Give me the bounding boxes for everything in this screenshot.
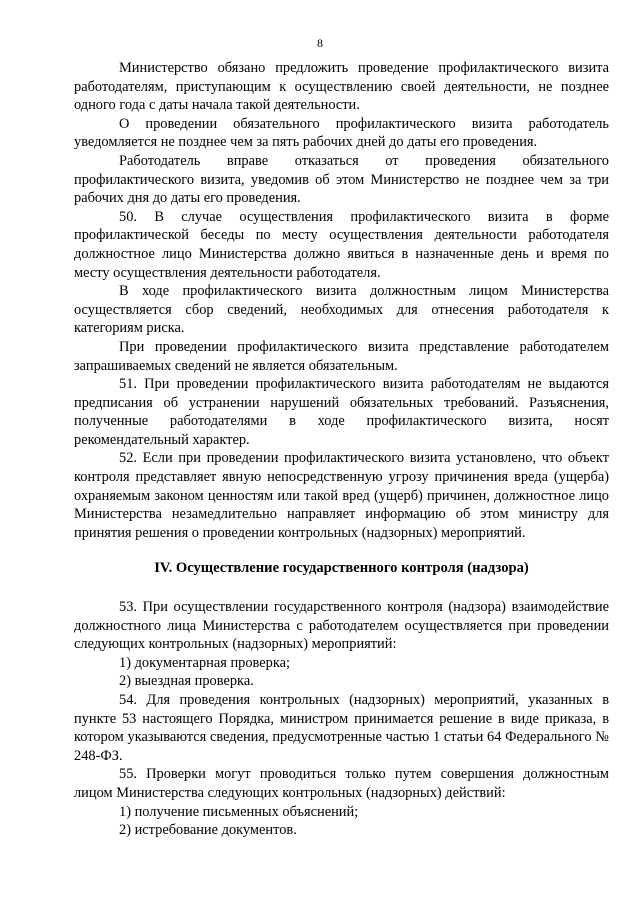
section-heading: IV. Осуществление государственного контроля (надзора) <box>154 560 529 577</box>
list-item: 2) истребование документов. <box>119 822 297 839</box>
paragraph: О проведении обязательного профилактического визита работодатель уведомляется не позднее чем за пять рабочих дней до даты его проведения. <box>74 115 609 151</box>
page-number: 8 <box>317 36 323 50</box>
paragraph: 55. Проверки могут проводиться только путем совершения должностным лицом Министерства следующих контрольных (надзорных) действий: <box>74 766 609 801</box>
paragraph: 52. Если при проведении профилактического визита установлено, что объект контроля представляет явную непосредственную угрозу причинения вреда (ущерба) охраняемым законом ценностям или такой вред (ущерб) причинен, должностное лицо Министерства незамедлительно направляет информацию об этом министру для принятия решения о проведении контрольных (надзорных) мероприятий. <box>74 450 609 541</box>
paragraph: При проведении профилактического визита представление работодателем запрашиваемых сведений не является обязательным. <box>74 338 609 374</box>
paragraph: 54. Для проведения контрольных (надзорных) мероприятий, указанных в пункте 53 настоящего Порядка, министром принимается решение в виде приказа, в котором указываются сведения, предусмотренные частью 1 статьи 64 Федерального № 248-ФЗ. <box>74 692 609 764</box>
document-body <box>74 59 609 840</box>
list-item: 1) получение письменных объяснений; <box>119 803 359 820</box>
list-item: 2) выездная проверка. <box>119 673 254 690</box>
paragraph: 51. При проведении профилактического визита работодателям не выдаются предписания об устранении нарушений обязательных требований. Разъяснения, полученные работодателями в ходе профилактического визита, носят рекомендательный характер. <box>74 376 609 448</box>
paragraph: В ходе профилактического визита должностным лицом Министерства осуществляется сбор сведений, необходимых для отнесения работодателя к категориям риска. <box>74 283 609 337</box>
paragraph: Работодатель вправе отказаться от проведения обязательного профилактического визита, уведомив об этом Министерство не позднее чем за три рабочих дня до даты его проведения. <box>74 152 609 207</box>
paragraph: 53. При осуществлении государственного контроля (надзора) взаимодействие должностного лица Министерства с работодателем осуществляется при проведении следующих контрольных (надзорных) мероприятий: <box>74 599 609 653</box>
paragraph: Министерство обязано предложить проведение профилактического визита работодателям, приступающим к осуществлению своей деятельности, не позднее одного года с даты начала такой деятельности. <box>74 60 609 114</box>
paragraph: 50. В случае осуществления профилактического визита в форме профилактической беседы по месту осуществления деятельности работодателя должностное лицо Министерства должно явиться в назначенные день и время по месту осуществления деятельности работодателя. <box>74 208 609 281</box>
list-item: 1) документарная проверка; <box>119 654 290 671</box>
